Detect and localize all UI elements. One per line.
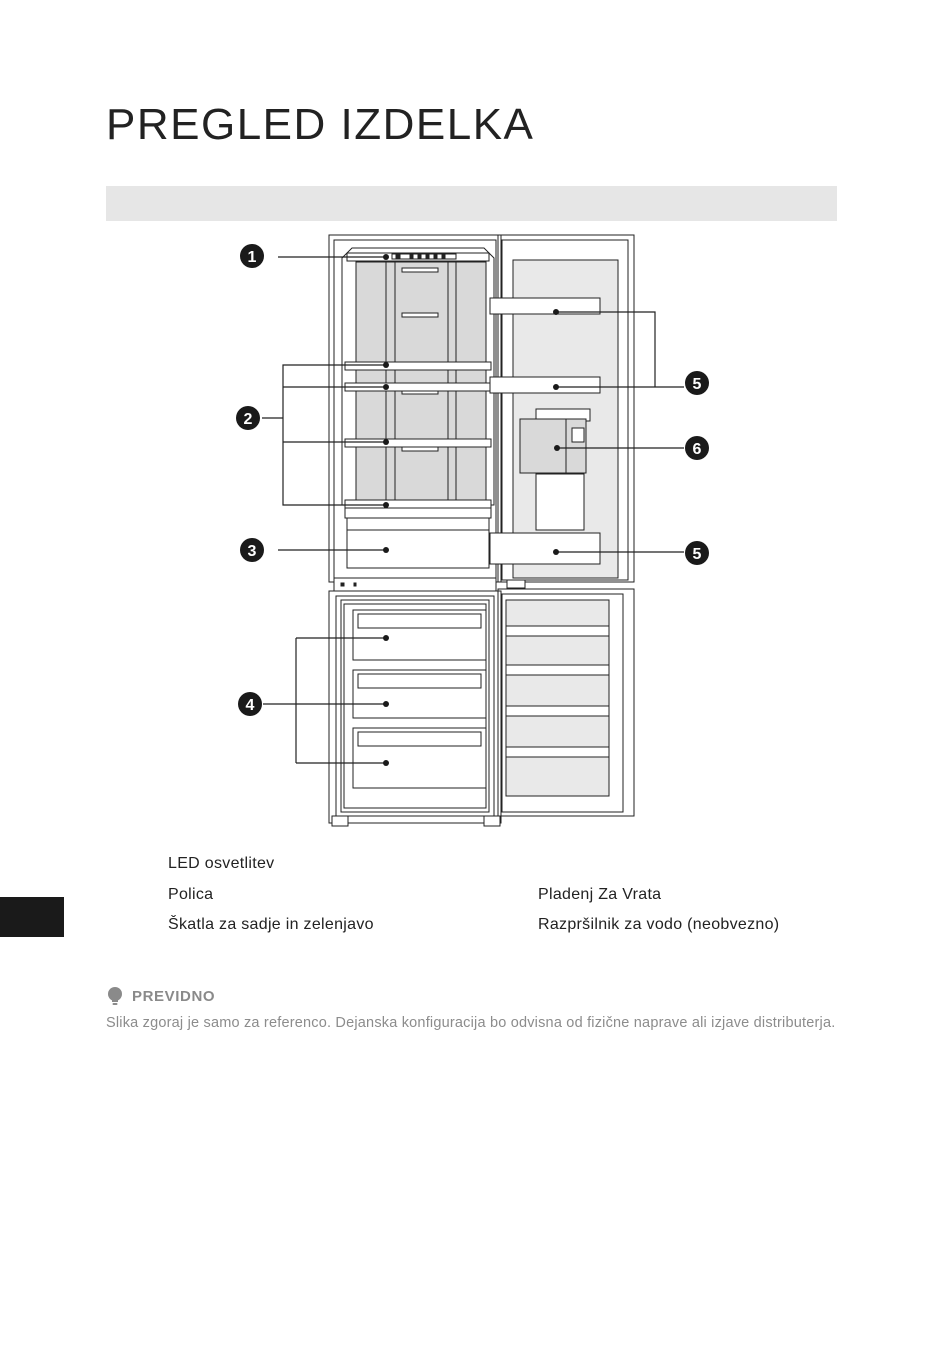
legend-crisper: Škatla za sadje in zelenjavo (168, 916, 374, 933)
legend-shelf: Polica (168, 886, 214, 903)
caution-label: PREVIDNO (132, 987, 216, 1005)
legend-led-light: LED osvetlitev (168, 855, 275, 872)
legend-water-dispenser: Razpršilnik za vodo (neobvezno) (538, 916, 780, 933)
svg-text:3: 3 (247, 543, 257, 560)
led-light (392, 254, 456, 259)
callout-badge-5-bottom (685, 541, 709, 565)
page-side-tab (0, 897, 64, 937)
svg-text:1: 1 (247, 249, 257, 266)
freezer-drawers (353, 610, 486, 788)
svg-text:5: 5 (692, 546, 702, 563)
callout-badge-2 (236, 406, 260, 430)
callout-badge-5-top (685, 371, 709, 395)
caution-heading (106, 986, 215, 1006)
freezer-door (498, 580, 634, 816)
crisper-drawer (345, 508, 491, 568)
callout-badge-6 (685, 436, 709, 460)
callout-badge-1 (240, 244, 264, 268)
svg-text:5: 5 (692, 376, 702, 393)
freezer-cabinet (329, 591, 501, 826)
svg-text:6: 6 (692, 441, 702, 458)
fridge-door (490, 235, 634, 582)
caution-text: Slika zgoraj je samo za referenco. Dejanska konfiguracija bo odvisna od fizične naprave ali izjave distributerja. (106, 1015, 836, 1031)
legend-door-tray: Pladenj Za Vrata (538, 886, 662, 903)
lightbulb-icon (106, 986, 124, 1006)
page-title: PREGLED IZDELKA (106, 100, 535, 149)
svg-text:2: 2 (243, 411, 253, 428)
callout-badge-3 (240, 538, 264, 562)
callout-badge-4 (238, 692, 262, 716)
svg-text:4: 4 (245, 697, 255, 714)
